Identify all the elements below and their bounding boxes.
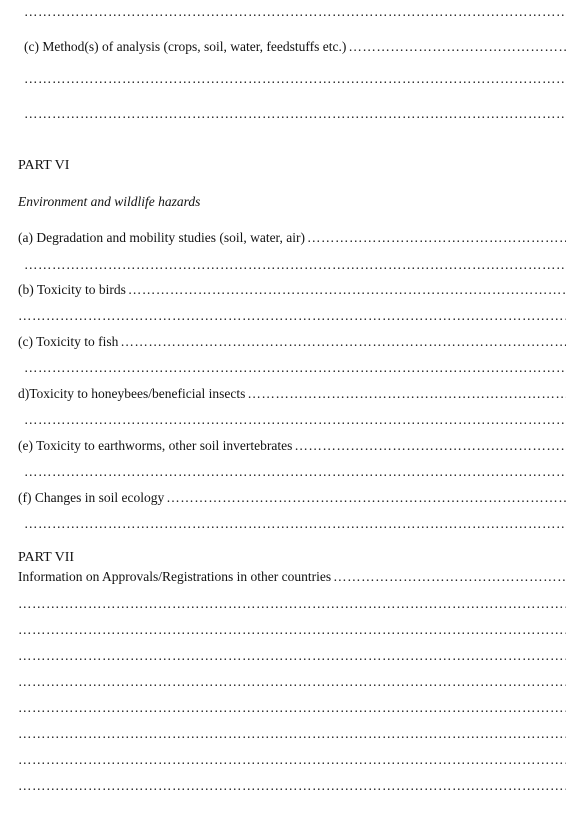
- earthworms-label: (e) Toxicity to earthworms, other soil invertebrates: [18, 438, 293, 453]
- blank-line[interactable]: [24, 2, 566, 20]
- analysis-methods-line[interactable]: [24, 37, 566, 55]
- approvals-label: Information on Approvals/Registrations in other countries: [18, 569, 332, 584]
- part-vii-title: PART VII: [18, 550, 75, 565]
- blank-line[interactable]: [18, 306, 566, 324]
- approvals-line[interactable]: [18, 567, 566, 585]
- blank-line[interactable]: [18, 620, 566, 638]
- soil-ecology-line[interactable]: [18, 488, 566, 506]
- fish-line[interactable]: [18, 332, 566, 350]
- blank-line[interactable]: [24, 462, 566, 480]
- analysis-methods-label: (c) Method(s) of analysis (crops, soil, water, feedstuffs etc.): [24, 39, 347, 54]
- blank-line[interactable]: [18, 594, 566, 612]
- degradation-label: (a) Degradation and mobility studies (soil, water, air): [18, 230, 306, 245]
- blank-line[interactable]: [18, 672, 566, 690]
- blank-line[interactable]: [18, 698, 566, 716]
- soil-ecology-label: (f) Changes in soil ecology: [18, 490, 165, 505]
- blank-line[interactable]: [18, 646, 566, 664]
- part-vi-subtitle: Environment and wildlife hazards: [18, 194, 201, 209]
- blank-line[interactable]: [24, 69, 566, 87]
- blank-line[interactable]: [24, 358, 566, 376]
- blank-line[interactable]: [24, 104, 566, 122]
- blank-line[interactable]: [24, 255, 566, 273]
- blank-line[interactable]: [24, 410, 566, 428]
- blank-line[interactable]: [18, 724, 566, 742]
- birds-label: (b) Toxicity to birds: [18, 282, 126, 297]
- degradation-line[interactable]: [18, 228, 566, 246]
- blank-line[interactable]: [24, 514, 566, 532]
- fish-label: (c) Toxicity to fish: [18, 334, 119, 349]
- honeybees-label: d)Toxicity to honeybees/beneficial insects: [18, 386, 246, 401]
- blank-line[interactable]: [18, 750, 566, 768]
- honeybees-line[interactable]: [18, 384, 566, 402]
- birds-line[interactable]: [18, 280, 566, 298]
- part-vi-title: PART VI: [18, 158, 70, 173]
- blank-line[interactable]: [18, 776, 566, 794]
- earthworms-line[interactable]: [18, 436, 566, 454]
